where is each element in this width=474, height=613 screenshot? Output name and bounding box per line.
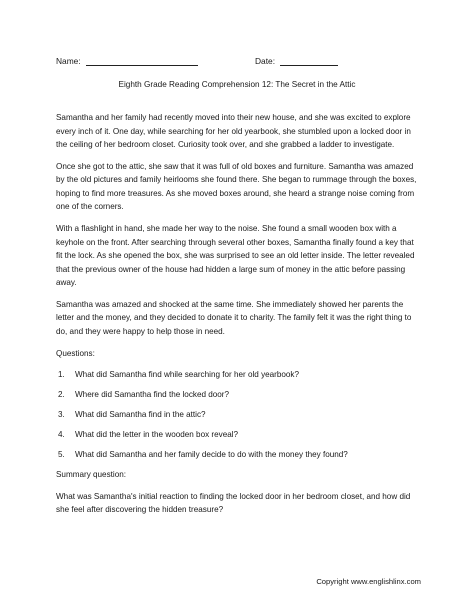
story-paragraph-2: Once she got to the attic, she saw that it was full of old boxes and furniture. Samantha was amazed by the old pictures and family heirlooms she found there. She began to rummage through the boxes, hoping to find more treasures. As she moved boxes around, she heard a strange noise coming from one of the corners. <box>56 161 417 212</box>
story-paragraph-1: Samantha and her family had recently moved into their new house, and she was excited to explore every inch of it. One day, while searching for her old yearbook, she stumbled upon a locked door in the ceiling of her bedroom closet. Curiosity took over, and she grabbed a ladder to investigate. <box>56 113 411 149</box>
worksheet-title: Eighth Grade Reading Comprehension 12: The Secret in the Attic <box>118 80 356 89</box>
question-number: 1. <box>58 370 65 380</box>
question-text: What did Samantha find in the attic? <box>75 410 206 420</box>
date-label: Date: <box>255 56 276 66</box>
question-item <box>56 428 421 442</box>
copyright-footer: Copyright www.englishlinx.com <box>316 577 421 586</box>
question-number: 5. <box>58 450 65 460</box>
question-item <box>56 368 421 382</box>
date-field-line <box>280 65 338 66</box>
question-text: What did Samantha and her family decide to do with the money they found? <box>75 450 348 460</box>
summary-label: Summary question: <box>56 469 126 479</box>
name-label: Name: <box>56 56 81 66</box>
questions-label: Questions: <box>56 348 95 358</box>
worksheet-content <box>56 111 421 525</box>
question-number: 3. <box>58 410 65 420</box>
question-item <box>56 448 421 462</box>
question-number: 2. <box>58 390 65 400</box>
question-item <box>56 408 421 422</box>
question-text: What did Samantha find while searching for her old yearbook? <box>75 370 300 380</box>
summary-question: What was Samantha's initial reaction to finding the locked door in her bedroom closet, and how did she feel after discovering the hidden treasure? <box>56 491 411 515</box>
header-row <box>56 56 418 70</box>
question-number: 4. <box>58 430 65 440</box>
questions-list <box>56 368 421 461</box>
name-field-line <box>86 65 198 66</box>
story-paragraph-4: Samantha was amazed and shocked at the same time. She immediately showed her parents the letter and the money, and they decided to donate it to charity. The family felt it was the right thing to do, and they were happy to help those in need. <box>56 299 412 336</box>
question-text: What did the letter in the wooden box reveal? <box>75 430 239 440</box>
question-text: Where did Samantha find the locked door? <box>75 390 230 400</box>
question-item <box>56 388 421 402</box>
story-paragraph-3: With a flashlight in hand, she made her way to the noise. She found a small wooden box with a keyhole on the front. After searching through several other boxes, Samantha finally found a key that fit the lock. As she opened the box, she was surprised to see an old letter inside. The letter revealed that the previous owner of the house had hidden a large sum of money in the attic before passing away. <box>56 224 415 288</box>
